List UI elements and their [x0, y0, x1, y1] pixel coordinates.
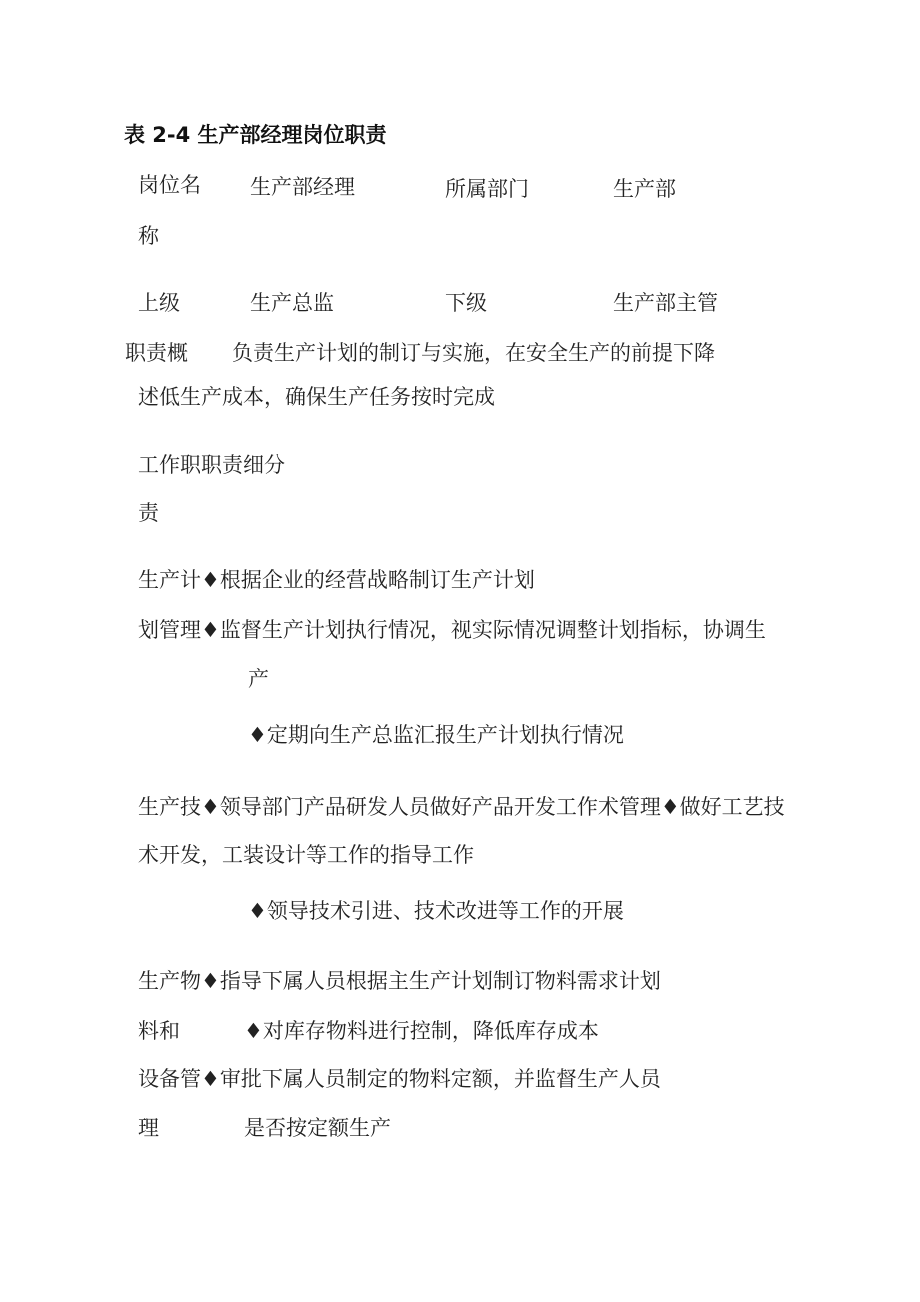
superior-value: 生产总监	[250, 291, 334, 315]
duties-header-line-1: 工作职职责细分	[138, 453, 285, 477]
superior-label: 上级	[138, 291, 180, 315]
material-mgmt-line-1: 生产物♦指导下属人员根据主生产计划制订物料需求计划	[138, 969, 661, 993]
department-value: 生产部	[613, 177, 676, 201]
summary-line-1: 负责生产计划的制订与实施，在安全生产的前提下降	[232, 341, 715, 365]
page-title: 表 2-4 生产部经理岗位职责	[124, 123, 387, 147]
plan-mgmt-line-1: 生产计♦根据企业的经营战略制订生产计划	[138, 568, 535, 592]
tech-mgmt-line-3: ♦领导技术引进、技术改进等工作的开展	[248, 899, 624, 923]
job-name-value: 生产部经理	[250, 175, 355, 199]
job-name-label: 岗位名	[138, 173, 201, 197]
department-label: 所属部门	[445, 177, 529, 201]
job-name-label-continued: 称	[138, 224, 159, 248]
duties-header-line-2: 责	[138, 501, 159, 525]
material-mgmt-line-2-label: 料和	[138, 1019, 180, 1043]
plan-mgmt-line-4: ♦定期向生产总监汇报生产计划执行情况	[248, 723, 624, 747]
summary-line-2: 述低生产成本，确保生产任务按时完成	[138, 385, 495, 409]
material-mgmt-line-4-text: 是否按定额生产	[244, 1116, 391, 1140]
summary-label: 职责概	[125, 341, 188, 365]
tech-mgmt-line-2: 术开发，工装设计等工作的指导工作	[138, 843, 474, 867]
tech-mgmt-line-1: 生产技♦领导部门产品研发人员做好产品开发工作术管理♦做好工艺技	[138, 795, 785, 819]
subordinate-label: 下级	[445, 291, 487, 315]
subordinate-value: 生产部主管	[613, 291, 718, 315]
plan-mgmt-line-3: 产	[248, 667, 269, 691]
material-mgmt-line-3: 设备管♦审批下属人员制定的物料定额，并监督生产人员	[138, 1067, 661, 1091]
material-mgmt-line-4-label: 理	[138, 1116, 159, 1140]
material-mgmt-line-2-text: ♦对库存物料进行控制，降低库存成本	[244, 1019, 599, 1043]
plan-mgmt-line-2: 划管理♦监督生产计划执行情况，视实际情况调整计划指标，协调生	[138, 618, 766, 642]
